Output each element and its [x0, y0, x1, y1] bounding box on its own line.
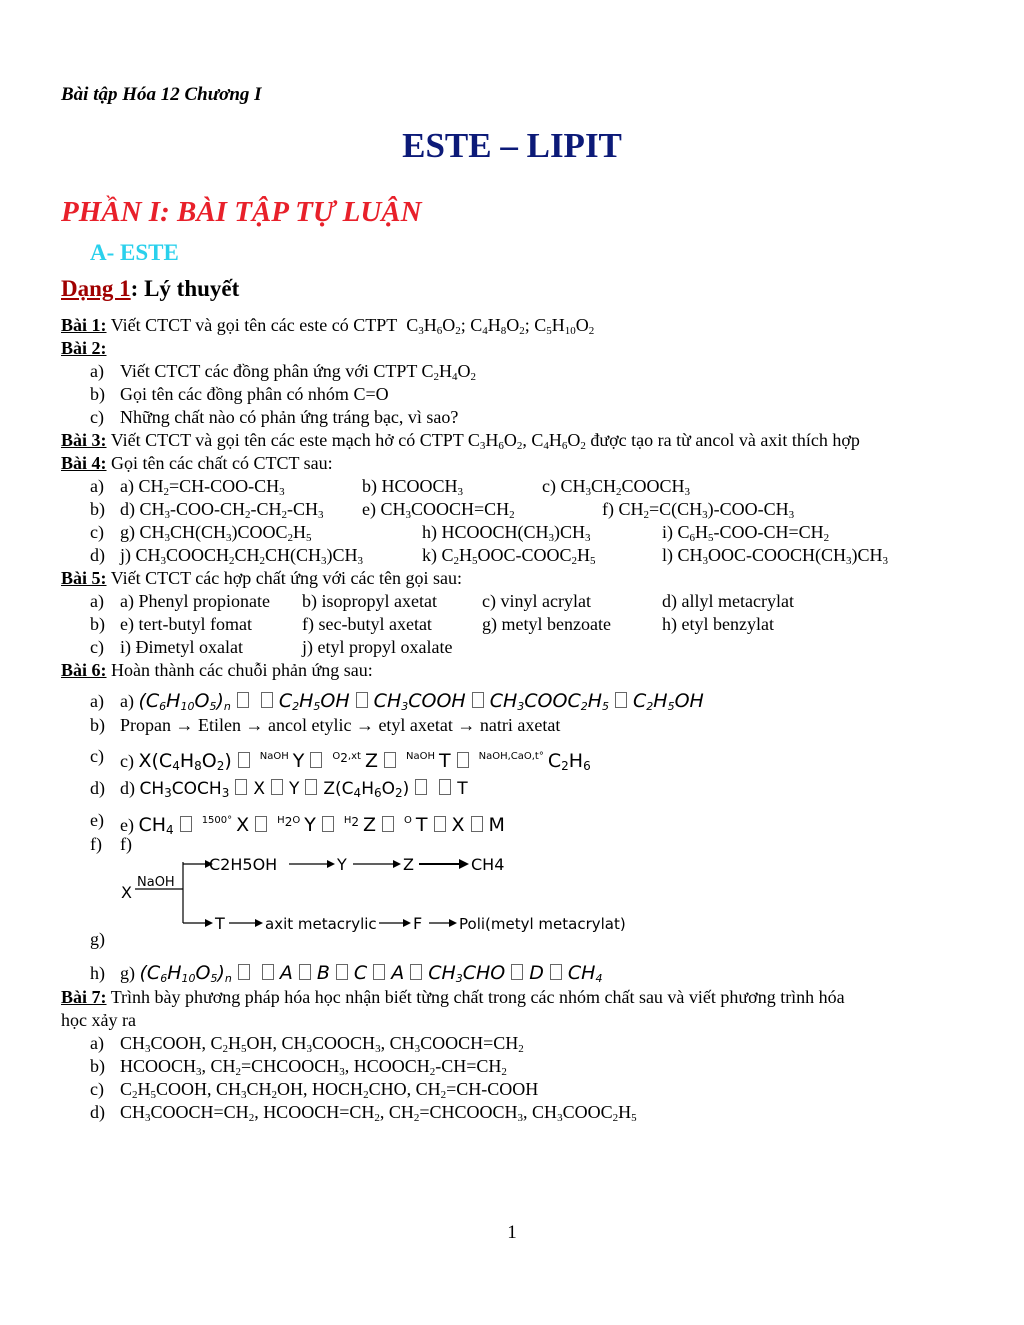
diagram-top-1: Y [337, 856, 347, 874]
bai2: Bài 2: [61, 338, 107, 358]
diagram-bottom-0: T [215, 914, 225, 933]
diagram-top-0: C2H5OH [209, 856, 278, 874]
bai3: Bài 3: Viết CTCT và gọi tên các este mạch hở có CTPT $C_3H_6O_2$, $C_4H_6O_2$ được tạo ra từ ancol và axit thích hợp [61, 430, 860, 452]
diagram-bottom-1: axit metacrylic [265, 915, 377, 933]
list-item: c) c) $X(C_4H_8O_2)$ $^{NaOH}$ Y $^{O_2,xt}$ Z $^{NaOH}$ T $^{NaOH,CaO,t^\circ}$ $C_2H_6$ [90, 746, 591, 773]
list-item: c) i) Đimetyl oxalat j) etyl propyl oxalate [90, 637, 453, 657]
list-item: a) $CH_3COOH$, $C_2H_5OH$, $CH_3COOCH_3$, $CH_3COOCH=CH_2$ [90, 1033, 524, 1055]
list-item: h) g) $(C_6H_{10}O_5)_n$ A B C A $CH_3CHO$ D $CH_4$ [90, 962, 603, 985]
list-item: f) f) [90, 834, 132, 854]
list-item: d) j) $CH_3COOCH_2CH_2CH(CH_3)CH_3$ k) $C_2H_5OOC-COOC_2H_5$ l) $CH_3OOC-COOCH(CH_3)CH_3$ [90, 545, 889, 567]
bai4: Bài 4: Gọi tên các chất có CTCT sau: [61, 453, 333, 473]
diagram-bottom-2: F [413, 914, 423, 933]
list-item: b) Gọi tên các đồng phân có nhóm C=O [90, 384, 389, 404]
diagram-bottom-3: Poli(metyl metacrylat) [459, 915, 626, 933]
part-heading: PHẦN I: BÀI TẬP TỰ LUẬN [61, 196, 422, 228]
list-item: b) Propan → Etilen → ancol etylic → etyl axetat → natri axetat [90, 715, 561, 735]
page-header: Bài tập Hóa 12 Chương I [61, 84, 262, 105]
list-item: d) d) $CH_3COCH_3$ X Y $Z(C_4H_6O_2)$ T [90, 778, 468, 800]
list-item: b) d) $CH_3-COO-CH_2-CH_2-CH_3$ e) $CH_3COOCH=CH_2$ f) $CH_2=C(CH_3)-COO-CH_3$ [90, 499, 795, 521]
list-item: b) e) tert-butyl fomat f) sec-butyl axetat g) metyl benzoate h) etyl benzylat [90, 614, 774, 634]
list-item: c) $C_2H_5COOH$, $CH_3CH_2OH$, $HOCH_2CHO$, $CH_2=CH$-COOH [90, 1079, 539, 1101]
list-item: c) g) $CH_3CH(CH_3)COOC_2H_5$ h) $HCOOCH(CH_3)CH_3$ i) $C_6H_5-COO-CH=CH_2$ [90, 522, 830, 544]
diagram-top-2: Z [403, 856, 414, 874]
exercise-body: Bài 1: Viết CTCT và gọi tên các este có CTPT $C_3H_6O_2$; $C_4H_8O_2$; $C_5H_{10}O_2$ Bài 2: a) Viết CTCT các đồng phân ứng với CTPT $C_2H_4O_2$ b) Gọi tên các đồng phân có nhóm C=O c) Những chất nào có phản ứng tráng bạc, vì sao? Bài 3: Viết CTCT và gọi tên các este mạch hở có CTPT $C_3H_6O_2$, $C_4H_6O_2$ được tạo ra từ ancol và axit thích hợp Bài 4: Gọi tên các chất có CTCT sau: a) a) $CH_2=CH-COO-CH_3$ b) $HCOOCH_3$ c) $CH_3CH_2COOCH_3$ b) d) $CH_3-COO-CH_2-CH_2-CH_3$ e) $CH_3COOCH=CH_2$ f) $CH_2=C(CH_3)-COO-CH_3$ c) g) $CH_3CH(CH_3)COOC_2H_5$ h) $HCOOCH(CH_3)CH_3$ i) $C_6H_5-COO-CH=CH_2$ d) j) $CH_3COOCH_2CH_2CH(CH_3)CH_3$ k) $C_2H_5OOC-COOC_2H_5$ l) $CH_3OOC-COOCH(CH_3)CH_3$ Bài 5: Viết CTCT các hợp chất ứng với các tên gọi sau: a) a) Phenyl propionate b) isopropyl axetat c) vinyl acrylat d) allyl metacrylat b) e) tert-butyl fomat f) sec-butyl axetat g) metyl benzoate h) etyl benzylat c) i) Đimetyl oxalat j) etyl propyl oxalate Bài 6: Hoàn thành các chuỗi phản ứng sau: a) a) $(C_6H_{10}O_5)_n$ $C_2H_5OH$ $CH_3COOH$ $CH_3COOC_2H_5$ $C_2H_5OH$ b) Propan → Etilen → ancol etylic → etyl axetat → natri axetat c) c) $X(C_4H_8O_2)$ $^{NaOH}$ Y $^{O_2,xt}$ Z $^{NaOH}$ T $^{NaOH,CaO,t^\circ}$ $C_2H_6$ d) d) $CH_3COCH_3$ X Y $Z(C_4H_6O_2)$ T e) e) $CH_4^{1500^\circ}$ X $^{H_2O}$ Y $^{H_2}$ Z $^O$ T X M f) f) g) X NaOH C2H5OH Y Z CH4 T axit metacrylic F Poli(metyl metacrylat) h) g) $(C_6H_{10}O_5)_n$ A B C A $CH_3CHO$ D $CH_4$ Bài 7: Trình bày phương pháp hóa học nhận biết từng chất trong các nhóm chất sau và viết phương trình hóa học xảy ra a) $CH_3COOH$, $C_2H_5OH$, $CH_3COOCH_3$, $CH_3COOCH=CH_2$ b) $HCOOCH_3$, $CH_2=CHCOOCH_3$, $HCOOCH_2-CH=CH_2$ c) $C_2H_5COOH$, $CH_3CH_2OH$, $HOCH_2CHO$, $CH_2=CH$-COOH d) $CH_3COOCH=CH_2$, $HCOOCH=CH_2$, $CH_2=CHCOOCH_3$, $CH_3COOC_2H_5$ [61, 314, 961, 1124]
list-item: a) Viết CTCT các đồng phân ứng với CTPT $C_2H_4O_2$ [90, 361, 477, 383]
list-item: e) e) $CH_4^{1500^\circ}$ X $^{H_2O}$ Y $^{H_2}$ Z $^O$ T X M [90, 810, 505, 837]
page-number: 1 [507, 1222, 517, 1243]
diagram-x: X [121, 883, 132, 902]
list-item: a) a) $CH_2=CH-COO-CH_3$ b) $HCOOCH_3$ c) $CH_3CH_2COOCH_3$ [90, 476, 691, 498]
section-heading: A- ESTE [90, 240, 179, 265]
page-title: ESTE – LIPIT [402, 126, 622, 165]
bai6: Bài 6: Hoàn thành các chuỗi phản ứng sau: [61, 660, 373, 680]
diagram-naoh: NaOH [137, 875, 175, 890]
list-item: b) $HCOOCH_3$, $CH_2=CHCOOCH_3$, $HCOOCH_2-CH=CH_2$ [90, 1056, 507, 1078]
bai5: Bài 5: Viết CTCT các hợp chất ứng với các tên gọi sau: [61, 568, 462, 588]
list-item: d) $CH_3COOCH=CH_2$, $HCOOCH=CH_2$, $CH_2=CHCOOCH_3$, $CH_3COOC_2H_5$ [90, 1102, 637, 1124]
bai1: Bài 1: Viết CTCT và gọi tên các este có CTPT $C_3H_6O_2$; $C_4H_8O_2$; $C_5H_{10}O_2$ [61, 315, 595, 337]
diagram-top-3: CH4 [471, 856, 505, 874]
list-item: c) Những chất nào có phản ứng tráng bạc, vì sao? [90, 407, 459, 427]
reaction-diagram: g) X NaOH C2H5OH Y Z CH4 T axit metacrylic F Poli(metyl metacrylat) [61, 856, 961, 954]
dang-heading: Dạng 1: Lý thuyết [61, 276, 240, 301]
bai7: Bài 7: Trình bày phương pháp hóa học nhận biết từng chất trong các nhóm chất sau và viết phương trình hóa [61, 987, 845, 1007]
list-item: a) a) Phenyl propionate b) isopropyl axetat c) vinyl acrylat d) allyl metacrylat [90, 591, 794, 611]
list-item: a) a) $(C_6H_{10}O_5)_n$ $C_2H_5OH$ $CH_3COOH$ $CH_3COOC_2H_5$ $C_2H_5OH$ [90, 690, 704, 713]
branch-diagram-svg [117, 856, 717, 954]
